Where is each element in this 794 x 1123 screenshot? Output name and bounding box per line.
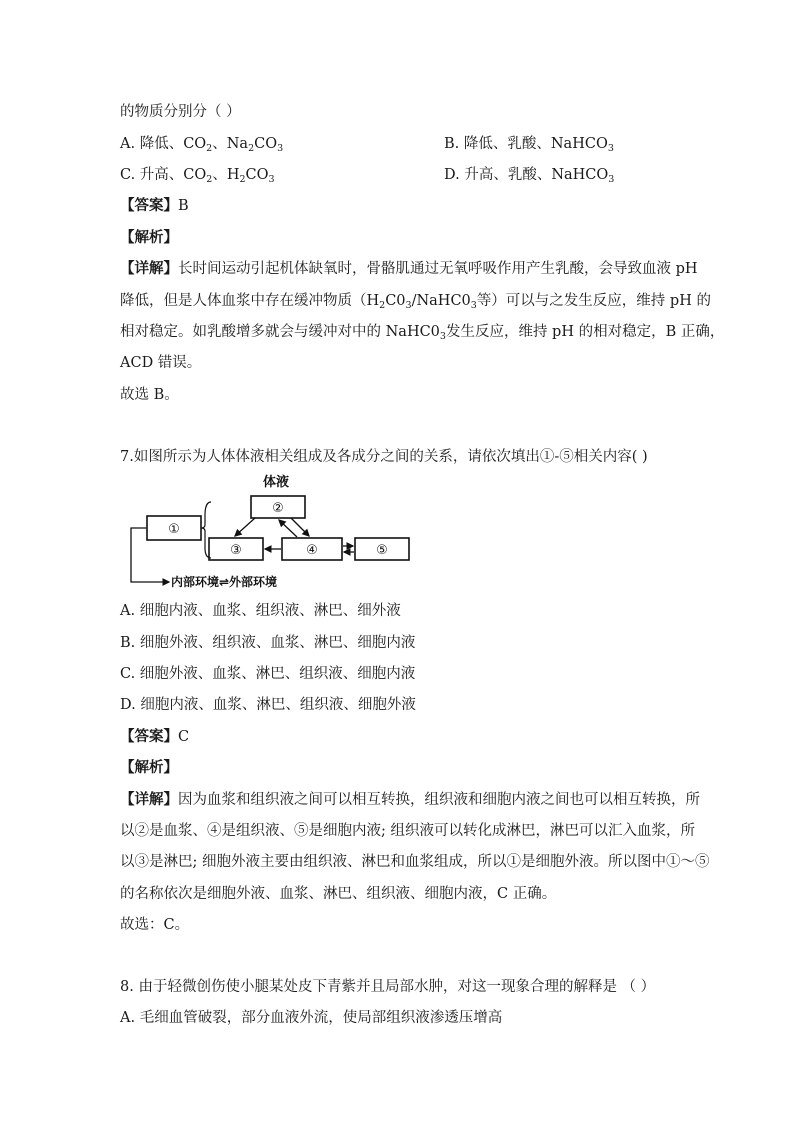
diagram-bottom-label: 内部环境⇌外部环境 bbox=[171, 575, 278, 589]
q7-detail-line-4: 的名称依次是细胞外液、血浆、淋巴、组织液、细胞内液，C 正确。 bbox=[120, 886, 557, 902]
q7-detail-line-2: 以②是血浆、④是组织液、⑤是细胞内液; 组织液可以转化成淋巴，淋巴可以汇入血浆，所 bbox=[120, 823, 695, 839]
q6-detail-line-4: ACD 错误。 bbox=[120, 355, 202, 371]
q6-option-c: C. 升高、$CO_2$、$H_2CO_3$ bbox=[120, 167, 275, 185]
q6-detail-line-2: 降低，但是人体血浆中存在缓冲物质（$H_2C0_3/NaHC0_3$等）可以与之发生反应，维持 pH 的 bbox=[120, 293, 711, 311]
loop-line bbox=[131, 528, 169, 582]
q8-option-a: A. 毛细血管破裂，部分血液外流，使局部组织液渗透压增高 bbox=[120, 1010, 503, 1026]
diagram-label-1: ① bbox=[168, 522, 180, 537]
q6-detail-line-3: 相对稳定。如乳酸增多就会与缓冲对中的 $NaHC0_3$发生反应，维持 pH 的相对稳定，B 正确， bbox=[120, 324, 725, 342]
q6-answer: 【答案】B bbox=[120, 197, 189, 214]
q7-option-b: B. 细胞外液、组织液、血浆、淋巴、细胞内液 bbox=[120, 635, 416, 651]
q7-choose: 故选：C。 bbox=[120, 917, 190, 933]
arrow-box2-to-box3 bbox=[235, 518, 255, 536]
q7-stem: 7.如图所示为人体体液相关组成及各成分之间的关系，请依次填出①-⑤相关内容( ) bbox=[120, 449, 648, 465]
q7-option-c: C. 细胞外液、血浆、淋巴、组织液、细胞内液 bbox=[120, 666, 416, 682]
arrow-box4-to-box2 bbox=[279, 520, 297, 537]
q6-analysis-label: 【解析】 bbox=[120, 229, 178, 246]
q6-option-b: B. 降低、乳酸、NaHCO$_3$ bbox=[444, 136, 614, 154]
diagram-label-5: ⑤ bbox=[376, 543, 388, 558]
q7-option-a: A. 细胞内液、血浆、组织液、淋巴、细外液 bbox=[120, 603, 401, 619]
q7-option-d: D. 细胞内液、血浆、淋巴、组织液、细胞外液 bbox=[120, 697, 416, 713]
diagram-label-3: ③ bbox=[230, 543, 242, 558]
body-fluid-diagram bbox=[127, 470, 427, 590]
q7-detail-line-3: 以③是淋巴; 细胞外液主要由组织液、淋巴和血浆组成，所以①是细胞外液。所以图中①～⑤ bbox=[120, 854, 710, 870]
q7-detail-line-1: 【详解】因为血浆和组织液之间可以相互转换，组织液和细胞内液之间也可以相互转换，所 bbox=[120, 791, 700, 808]
q7-analysis-label: 【解析】 bbox=[120, 759, 178, 776]
diagram-label-4: ④ bbox=[306, 543, 318, 558]
q6-detail-line-1: 【详解】长时间运动引起机体缺氧时，骨骼肌通过无氧呼吸作用产生乳酸，会导致血液 pH bbox=[120, 260, 698, 277]
diagram-title: 体液 bbox=[263, 475, 290, 490]
diagram-label-2: ② bbox=[272, 501, 284, 516]
q6-stem-tail: 的物质分别分（ ） bbox=[120, 104, 241, 120]
q6-choose: 故选 B。 bbox=[120, 387, 179, 403]
q7-answer: 【答案】C bbox=[120, 728, 190, 745]
q8-stem: 8. 由于轻微创伤使小腿某处皮下青紫并且局部水肿，对这一现象合理的解释是 （ ） bbox=[120, 979, 656, 995]
q6-option-d: D. 升高、乳酸、NaHCO$_3$ bbox=[444, 167, 615, 185]
q6-option-a: A. 降低、$CO_2$、$Na_2CO_3$ bbox=[120, 136, 284, 154]
